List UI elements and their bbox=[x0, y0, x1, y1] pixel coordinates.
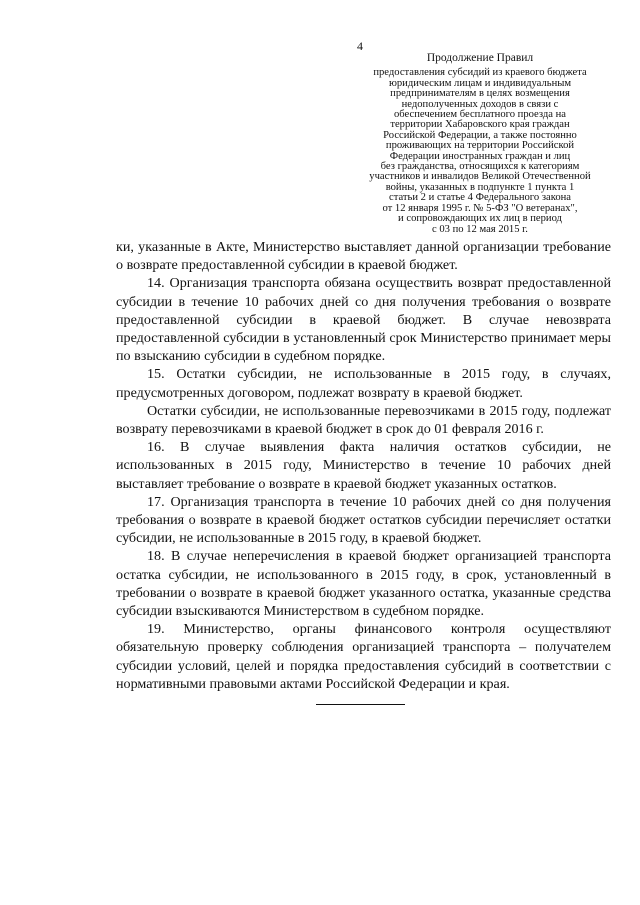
header-line: недополученных доходов в связи с bbox=[401, 98, 559, 110]
header-line: предоставления субсидий из краевого бюджета bbox=[373, 67, 587, 79]
header-line: войны, указанных в подпункте 1 пункта 1 bbox=[385, 181, 575, 193]
paragraph-14: 14. Организация транспорта обязана осуществить возврат предоставленной субсидии в течение 10 рабочих дней со дня получения требования о возврате предоставленной субсидии в краевой бюджет. В случае невозврата предоставленной субсидии в установленный срок Министерство принимает меры по взысканию субсидии в судебном порядке. bbox=[116, 275, 611, 365]
continuation-heading: Продолжение Правил bbox=[426, 52, 534, 64]
header-line: юридическим лицам и индивидуальным bbox=[388, 77, 572, 89]
header-line: от 12 января 1995 г. № 5-ФЗ "О ветеранах", bbox=[382, 202, 578, 214]
paragraph-continuation: ки, указанные в Акте, Министерство выставляет данной организации требование о возврате предоставленной субсидии в краевой бюджет. bbox=[116, 239, 611, 274]
paragraph-17: 17. Организация транспорта в течение 10 рабочих дней со дня получения требования о возврате в краевой бюджет остатков субсидии перечисляет остатки субсидии, не использованные в 2015 году, в краевой бюджет. bbox=[116, 493, 611, 547]
header-line: статьи 2 и статье 4 Федерального закона bbox=[389, 192, 571, 204]
header-line: и сопровождающих их лиц в период bbox=[398, 213, 562, 225]
document-header bbox=[340, 53, 620, 235]
paragraph-18: 18. В случае неперечисления в краевой бюджет организацией транспорта остатка субсидии, не использованного в 2015 году, в срок, установленный в требовании о возврате в краевой бюджет указанного остатка, указанные средства субсидии взыскиваются Министерством в судебном порядке. bbox=[116, 548, 611, 620]
paragraph-19: 19. Министерство, органы финансового контроля осуществляют обязательную проверку соблюдения организацией транспорта – получателем субсидии условий, целей и порядка предоставления субсидий в соответствии с нормативными правовыми актами Российской Федерации и края. bbox=[116, 621, 611, 692]
header-line: территории Хабаровского края граждан bbox=[390, 119, 570, 131]
header-line: участников и инвалидов Великой Отечественной bbox=[369, 171, 591, 183]
header-line: Федерации иностранных граждан и лиц bbox=[389, 150, 571, 162]
header-line: обеспечением бесплатного проезда на bbox=[394, 109, 566, 121]
header-line: предпринимателям в целях возмещения bbox=[390, 88, 570, 100]
paragraph-16: 16. В случае выявления факта наличия остатков субсидии, не использованных в 2015 году, Министерство в течение 10 рабочих дней выставляет требование о возврате в краевой бюджет указанных остатков. bbox=[116, 439, 611, 492]
paragraph-15: 15. Остатки субсидии, не использованные в 2015 году, в случаях, предусмотренных договором, подлежат возврату в краевой бюджет. bbox=[116, 366, 611, 401]
header-line: без гражданства, относящихся к категориям bbox=[380, 161, 580, 173]
page-number: 4 bbox=[357, 39, 363, 53]
paragraph-15-remainder: Остатки субсидии, не использованные перевозчиками в 2015 году, подлежат возврату перевозчиками в краевой бюджет в срок до 01 февраля 2016 г. bbox=[116, 402, 611, 438]
closing-rule bbox=[316, 704, 405, 705]
header-line: Российской Федерации, а также постоянно bbox=[383, 129, 577, 141]
header-line: проживающих на территории Российской bbox=[385, 140, 575, 152]
document-body bbox=[116, 238, 611, 693]
header-line: с 03 по 12 мая 2015 г. bbox=[432, 223, 528, 235]
